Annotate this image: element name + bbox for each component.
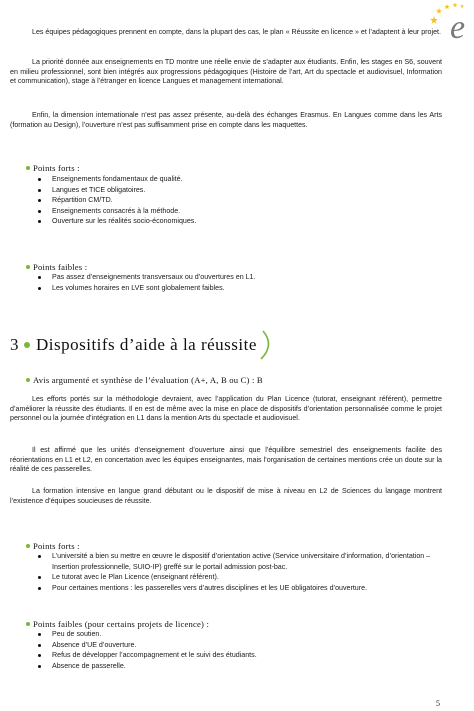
intro-paragraph-1: Les équipes pédagogiques prennent en compte, dans la plupart des cas, le plan « Réussite en licence » et l’adaptent à leur projet. <box>32 28 441 36</box>
points-faibles-list <box>26 272 442 293</box>
green-bullet-icon <box>26 544 30 548</box>
list-item: Langues et TICE obligatoires. <box>26 185 442 196</box>
list-item: Absence de passerelle. <box>26 661 442 672</box>
svg-text:e: e <box>450 9 466 40</box>
intro-paragraph-2: La priorité donnée aux enseignements en TD montre une réelle envie de s’adapter aux étudiants. Enfin, les stages en S6, souvent en milieu professionnel, sont bien intégrés aux progressions pédagogiques (Histoire de l’art, Art du spectacle et audiovisuel, Information et communication), stage à l’étranger en licence Langues et management international. <box>10 58 442 86</box>
points-forts-heading-2: Points forts : <box>26 541 80 551</box>
points-forts-list <box>26 174 442 227</box>
points-faibles-heading: Points faibles : <box>26 262 87 272</box>
points-faibles-heading-2: Points faibles (pour certains projets de licence) : <box>26 619 209 629</box>
list-item: Pas assez d’enseignements transversaux ou d’ouvertures en L1. <box>26 272 442 283</box>
list-item: Ouverture sur les réalités socio-économiques. <box>26 216 442 227</box>
green-bullet-icon <box>26 166 30 170</box>
intro-paragraph-3: Enfin, la dimension internationale n’est pas assez présente, au-delà des échanges Erasmus. En Langues comme dans les Arts (formation au Design), l’ouverture n’est pas suffisamment prise en compte dans les maquettes. <box>10 111 442 129</box>
list-item: Refus de développer l’accompagnement et le suivi des étudiants. <box>26 650 442 661</box>
avis-heading: Avis argumenté et synthèse de l’évaluation (A+, A, B ou C) : B <box>26 375 263 385</box>
list-item: Le tutorat avec le Plan Licence (enseignant référent). <box>26 572 442 583</box>
section-3-heading <box>10 330 277 360</box>
list-item: Absence d’UE d’ouverture. <box>26 640 442 651</box>
points-forts-list-2 <box>26 551 442 593</box>
list-item: L’université a bien su mettre en œuvre le dispositif d’orientation active (Service universitaire d’information, d’orientation – Insertion professionnelle, SUIO-IP) greffé sur le portail admission post-bac. <box>26 551 442 572</box>
points-faibles-list-2 <box>26 629 442 671</box>
green-bullet-icon <box>24 342 30 348</box>
list-item: Les volumes horaires en LVE sont globalement faibles. <box>26 283 442 294</box>
avis-paragraph-3: La formation intensive en langue grand débutant ou le dispositif de mise à niveau en L2 de Sciences du langage montrent l’existence d’équipes soucieuses de réussite. <box>10 487 442 505</box>
page-number: 5 <box>436 699 440 708</box>
list-item: Enseignements fondamentaux de qualité. <box>26 174 442 185</box>
points-forts-heading: Points forts : <box>26 163 80 173</box>
green-bullet-icon <box>26 622 30 626</box>
green-bullet-icon <box>26 378 30 382</box>
green-bullet-icon <box>26 265 30 269</box>
avis-paragraph-1: Les efforts portés sur la méthodologie devraient, avec l’application du Plan Licence (tutorat, enseignant référent), permettre d’améliorer la réussite des étudiants. Il en est de même avec la mise en place de dispositifs d’orientation personnalisée comme le projet personnel ou la journée d’intégration en L1 dans la mention Arts du spectacle et audiovisuel. <box>10 395 442 423</box>
section-title: Dispositifs d’aide à la réussite <box>36 335 257 354</box>
list-item: Enseignements consacrés à la méthode. <box>26 206 442 217</box>
decorative-arc-icon <box>259 330 277 360</box>
list-item: Répartition CM/TD. <box>26 195 442 206</box>
section-number: 3 <box>10 335 19 354</box>
list-item: Peu de soutien. <box>26 629 442 640</box>
avis-paragraph-2: Il est affirmé que les unités d’enseignement d’ouverture ainsi que l’équilibre semestriel des enseignements facilite des réorientations en L1 et L2, en concertation avec les équipes enseignantes, mais l’organisation de certaines mentions crée un doute sur la réalité de ces passerelles. <box>10 446 442 474</box>
list-item: Pour certaines mentions : les passerelles vers d’autres disciplines et les UE obligatoires d’ouverture. <box>26 583 442 594</box>
